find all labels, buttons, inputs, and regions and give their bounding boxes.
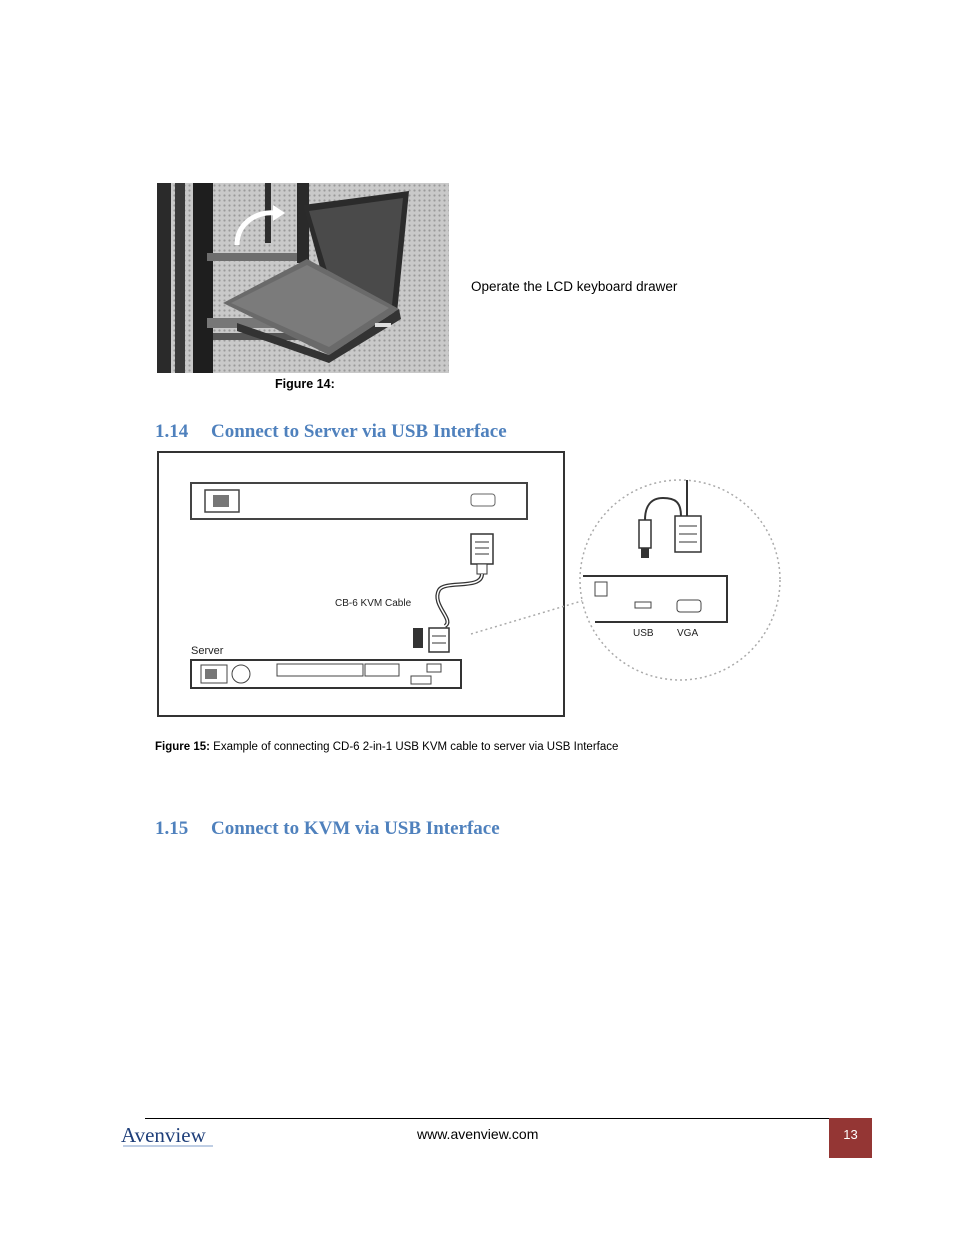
avenview-logo <box>121 1120 217 1150</box>
server-label: Server <box>191 645 224 657</box>
figure-15-diagram <box>155 450 785 722</box>
section-number: 1.14 <box>155 421 189 442</box>
figure-15-caption-label: Figure 15: <box>155 741 210 753</box>
vga-port-label: VGA <box>677 628 699 639</box>
figure-14-image <box>157 183 449 373</box>
usb-port-label: USB <box>633 628 654 639</box>
footer-website[interactable]: www.avenview.com <box>417 1126 539 1142</box>
section-title: Connect to Server via USB Interface <box>211 421 507 442</box>
section-number: 1.15 <box>155 818 189 839</box>
figure-14-caption: Figure 14: <box>275 377 335 391</box>
figure-15-caption <box>155 741 618 753</box>
figure-14-description: Operate the LCD keyboard drawer <box>471 279 678 294</box>
page-number: 13 <box>829 1118 872 1158</box>
section-title: Connect to KVM via USB Interface <box>211 818 500 839</box>
figure-15-caption-text: Example of connecting CD-6 2-in-1 USB KVM cable to server via USB Interface <box>209 741 619 753</box>
section-heading-1-15 <box>155 818 500 840</box>
cable-label: CB-6 KVM Cable <box>335 598 412 609</box>
svg-text:Avenview: Avenview <box>121 1123 206 1147</box>
footer-divider <box>145 1118 829 1119</box>
section-heading-1-14 <box>155 421 507 443</box>
